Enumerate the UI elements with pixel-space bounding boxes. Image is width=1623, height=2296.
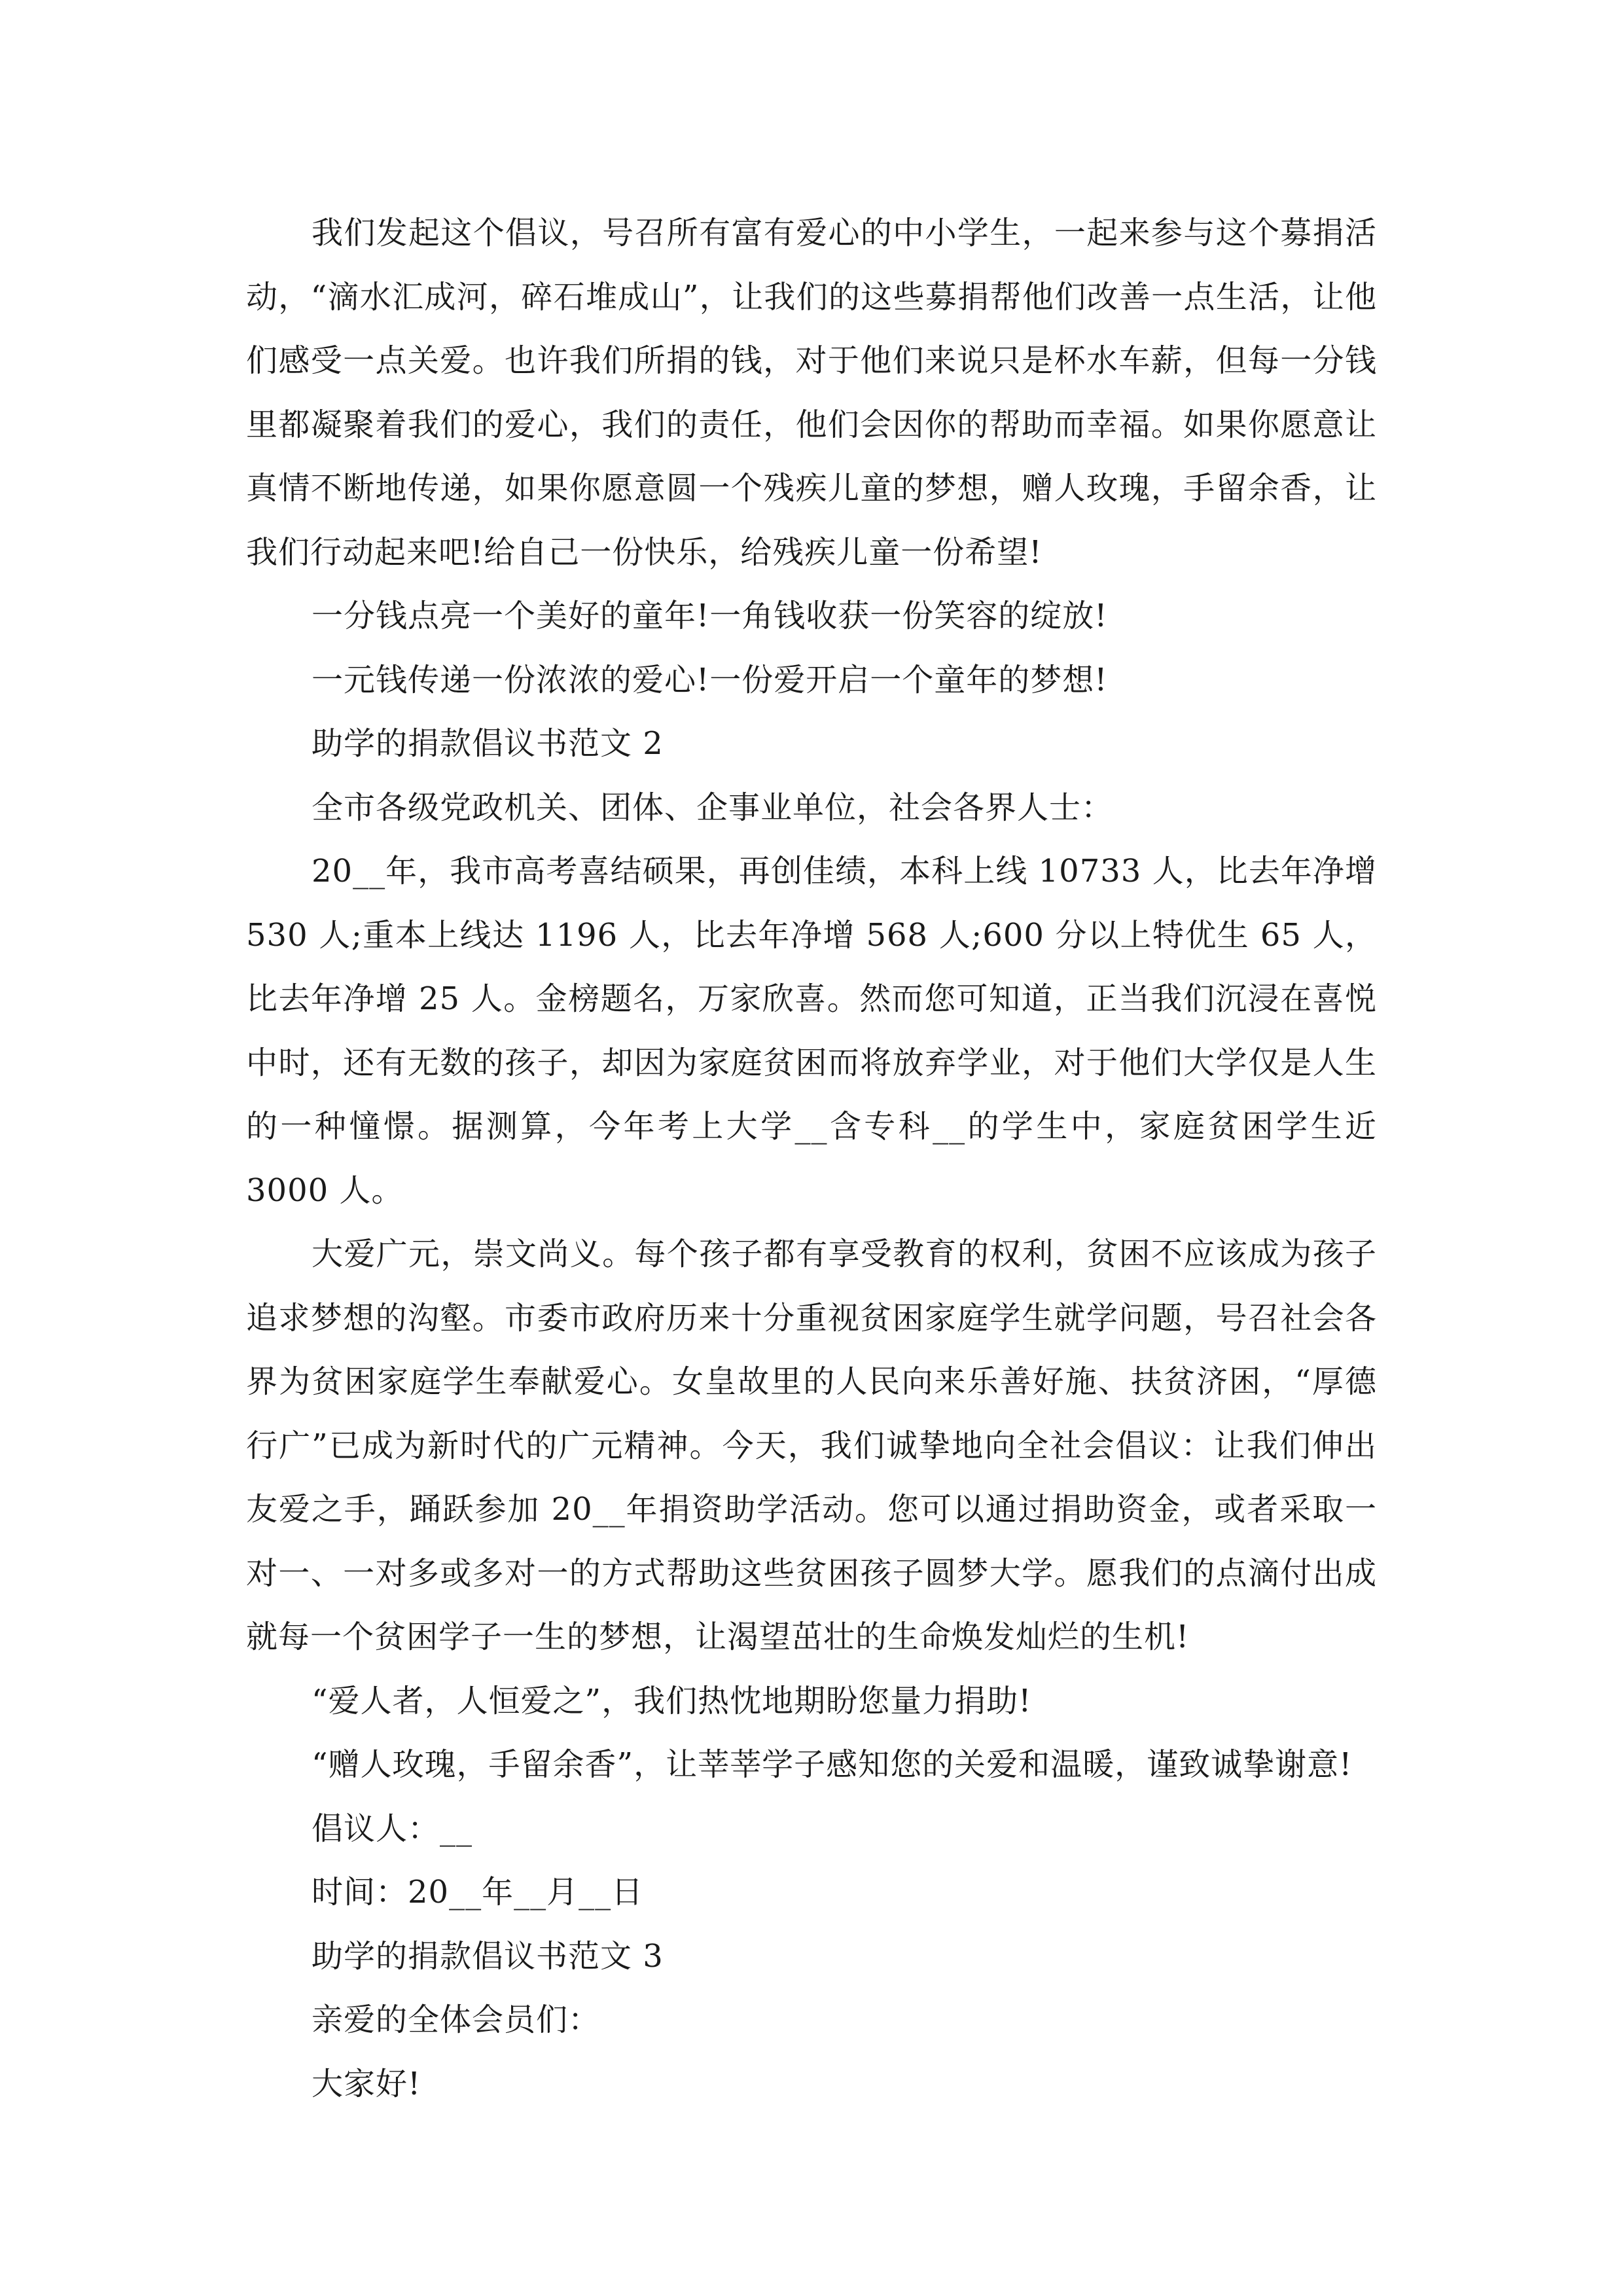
paragraph-slogan-1: 一分钱点亮一个美好的童年!一角钱收获一份笑容的绽放! [312, 598, 1108, 634]
section-heading-3: 助学的捐款倡议书范文 3 [312, 1937, 664, 1975]
section-heading-2: 助学的捐款倡议书范文 2 [312, 725, 664, 762]
signature-line: 倡议人：__ [312, 1810, 473, 1847]
date-line: 时间：20__年__月__日 [312, 1874, 644, 1910]
salutation-2: 全市各级党政机关、团体、企事业单位，社会各界人士： [312, 789, 1114, 826]
paragraph-appeal: 我们发起这个倡议，号召所有富有爱心的中小学生，一起来参与这个募捐活动，“滴水汇成河，碎石堆成山”，让我们的这些募捐帮他们改善一点生活，让他们感受一点关爱。也许我们所捐的钱，对于他们来说只是杯水车薪，但每一分钱里都凝聚着我们的爱心，我们的责任，他们会因你的帮助而幸福。如果你愿意让真情不断地传递，如果你愿意圆一个残疾儿童的梦想，赠人玫瑰，手留余香，让我们行动起来吧!给自己一份快乐，给残疾儿童一份希望! [246, 215, 1377, 571]
greeting-line: 大家好! [312, 2065, 421, 2102]
paragraph-call-to-action: 大爱广元，崇文尚义。每个孩子都有享受教育的权利，贫困不应该成为孩子追求梦想的沟壑。市委市政府历来十分重视贫困家庭学生就学问题，号召社会各界为贫困家庭学生奉献爱心。女皇故里的人民向来乐善好施、扶贫济困，“厚德行广”已成为新时代的广元精神。今天，我们诚挚地向全社会倡议：让我们伸出友爱之手，踊跃参加 20__年捐资助学活动。您可以通过捐助资金，或者采取一对一、一对多或多对一的方式帮助这些贫困孩子圆梦大学。愿我们的点滴付出成就每一个贫困学子一生的梦想，让渴望茁壮的生命焕发灿烂的生机! [246, 1236, 1377, 1655]
salutation-3: 亲爱的全体会员们： [312, 2001, 601, 2038]
paragraph-exam-results: 20__年，我市高考喜结硕果，再创佳绩，本科上线 10733 人，比去年净增 530 人;重本上线达 1196 人，比去年净增 568 人;600 分以上特优生 65 人，比去年净增 25 人。金榜题名，万家欣喜。然而您可知道，正当我们沉浸在喜悦中时，还有无数的孩子，却因为家庭贫困而将放弃学业，对于他们大学仅是人生的一种憧憬。据测算，今年考上大学__含专科__的学生中，家庭贫困学生近 3000 人。 [246, 853, 1377, 1209]
paragraph-slogan-2: 一元钱传递一份浓浓的爱心!一份爱开启一个童年的梦想! [312, 661, 1108, 698]
paragraph-quote-2: “赠人玫瑰，手留余香”，让莘莘学子感知您的关爱和温暖，谨致诚挚谢意! [312, 1746, 1353, 1783]
paragraph-quote-1: “爱人者，人恒爱之”，我们热忱地期盼您量力捐助! [312, 1682, 1032, 1719]
document-body [246, 202, 1377, 2116]
